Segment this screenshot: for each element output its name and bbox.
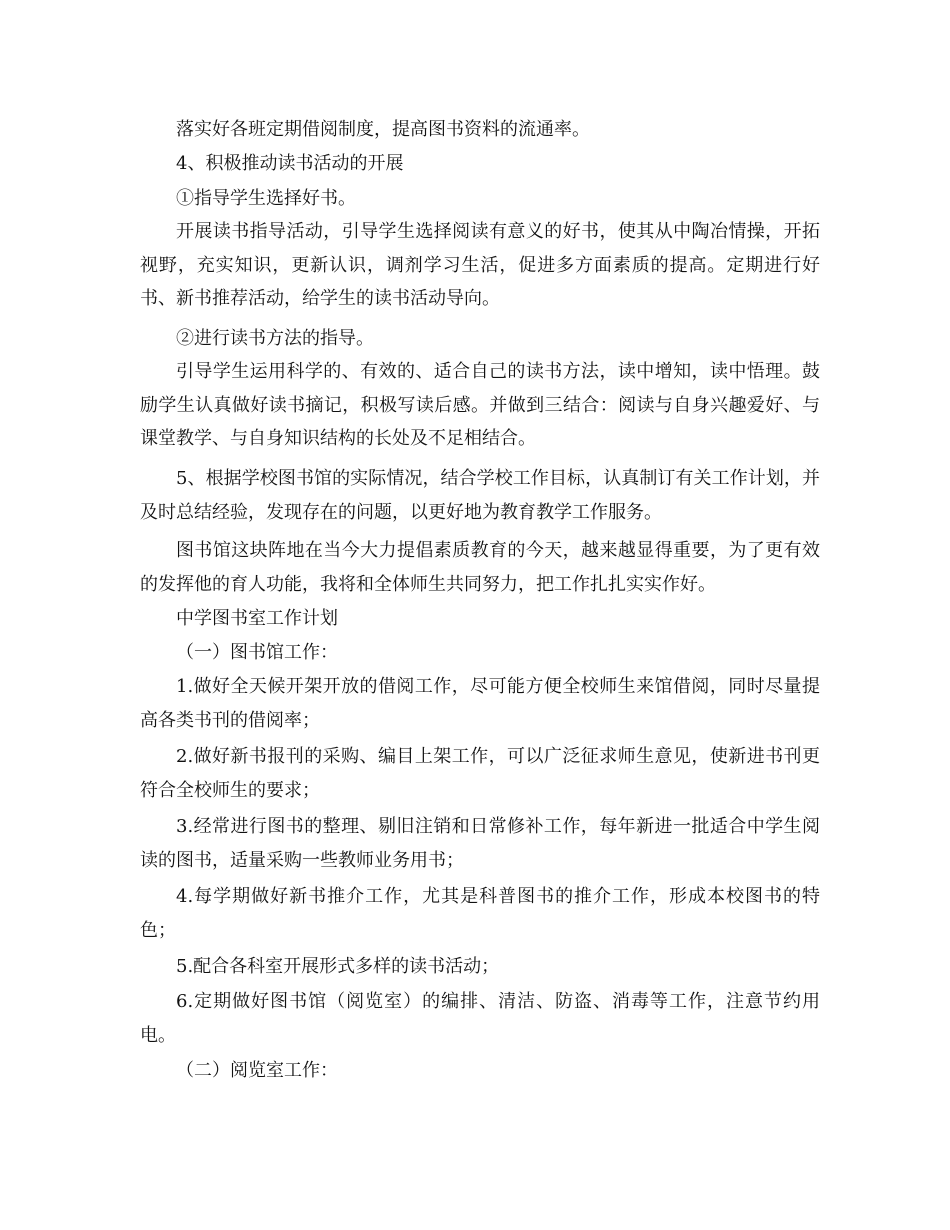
heading-reading-activities: 4、积极推动读书活动的开展 [176,153,404,174]
list-item-1: 1.做好全天候开架开放的借阅工作，尽可能方便全校师生来馆借阅，同时尽量提高各类书刊的借阅率； [140,676,820,731]
section-library-work: （一）图书馆工作： [176,642,338,663]
list-item-2: 2.做好新书报刊的采购、编目上架工作，可以广泛征求师生意见，使新进书刊更符合全校师生的要求； [140,746,820,801]
list-item-6: 6.定期做好图书馆（阅览室）的编排、清洁、防盗、消毒等工作，注意节约用电。 [140,991,820,1046]
paragraph-reading-guidance: 开展读书指导活动，引导学生选择阅读有意义的好书，使其从中陶冶情操，开拓视野，充实知识，更新认识，调剂学习生活，促进多方面素质的提高。定期进行好书、新书推荐活动，给学生的读书活动导向。 [140,221,820,309]
subheading-reading-methods: ②进行读书方法的指导。 [176,328,374,349]
list-item-4: 4.每学期做好新书推介工作，尤其是科普图书的推介工作，形成本校图书的特色； [140,886,820,941]
list-item-3: 3.经常进行图书的整理、剔旧注销和日常修补工作，每年新进一批适合中学生阅读的图书，适量采购一些教师业务用书； [140,816,820,871]
paragraph-circulation: 落实好各班定期借阅制度，提高图书资料的流通率。 [176,119,590,140]
subheading-choose-books: ①指导学生选择好书。 [176,188,356,209]
list-item-5: 5.配合各科室开展形式多样的读书活动； [176,956,500,977]
section-title: 中学图书室工作计划 [176,608,338,629]
paragraph-library-role: 图书馆这块阵地在当今大力提倡素质教育的今天，越来越显得重要，为了更有效的发挥他的育人功能，我将和全体师生共同努力，把工作扎扎实实作好。 [140,540,820,595]
paragraph-reading-methods: 引导学生运用科学的、有效的、适合自己的读书方法，读中增知，读中悟理。鼓励学生认真做好读书摘记，积极写读后感。并做到三结合：阅读与自身兴趣爱好、与课堂教学、与自身知识结构的长处及不足相结合。 [140,361,820,449]
paragraph-work-plan: 5、根据学校图书馆的实际情况，结合学校工作目标，认真制订有关工作计划，并及时总结经验，发现存在的问题，以更好地为教育教学工作服务。 [140,468,820,523]
section-reading-room-work: （二）阅览室工作： [176,1060,338,1081]
